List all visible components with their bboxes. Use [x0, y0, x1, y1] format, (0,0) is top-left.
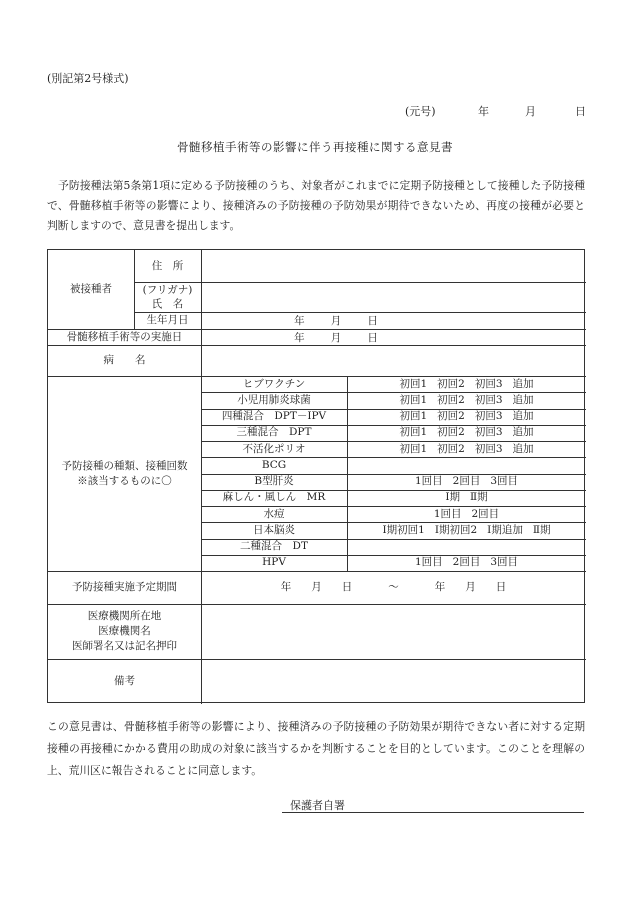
vaccine-doses	[347, 425, 586, 441]
dose-option[interactable]: 初回1	[399, 426, 428, 439]
vaccine-note: ※該当するものに〇	[77, 474, 172, 487]
consent-paragraph: この意見書は、骨髄移植手術等の影響により、接種済みの予防接種の予防効果が期待できない者に対する定期接種の再接種にかかる費用の助成の対象に該当するかを判断することを目的としています。このことを理解の上、荒川区に報告されることに同意します。	[47, 720, 585, 777]
date-day: 日	[575, 105, 586, 118]
vaccine-doses	[347, 490, 586, 506]
dose-option[interactable]: 初回2	[437, 442, 465, 455]
vaccine-label: 予防接種の種類、接種回数	[61, 459, 188, 472]
dose-option[interactable]: 1回目	[433, 507, 462, 520]
transplant-year: 年	[294, 331, 305, 344]
guardian-signature-label: 保護者自署	[290, 799, 345, 812]
dose-option[interactable]: 2回目	[471, 507, 500, 520]
period-start-month: 月	[311, 581, 322, 593]
name-label-cell	[134, 282, 201, 312]
dose-option[interactable]: 追加	[512, 426, 534, 439]
vaccine-doses	[347, 555, 586, 571]
period-end-year: 年	[434, 581, 446, 593]
vaccine-name: 日本脳炎	[253, 523, 295, 536]
institution-address-label: 医療機関所在地	[87, 610, 162, 622]
vaccine-name: BCG	[261, 458, 287, 471]
period-label: 予防接種実施予定期間	[72, 581, 177, 593]
period-tilde: ～	[388, 581, 399, 593]
birthdate-month: 月	[330, 315, 342, 327]
institution-label	[48, 604, 201, 659]
vaccine-doses	[347, 506, 586, 522]
dose-option[interactable]: 初回1	[399, 393, 428, 406]
vaccine-name: 二種混合 DT	[240, 540, 308, 553]
vaccine-doses	[347, 474, 586, 490]
dose-option[interactable]: 1回目	[414, 475, 443, 488]
vaccine-name: ヒブワクチン	[242, 377, 306, 390]
dose-option[interactable]: 初回1	[399, 410, 428, 423]
vaccine-name: 不活化ポリオ	[242, 442, 306, 455]
vaccine-column-rule	[347, 376, 348, 571]
vaccine-doses	[347, 392, 586, 408]
period-start-year: 年	[280, 581, 292, 593]
dose-option[interactable]: 1回目	[414, 556, 443, 569]
vaccine-name: 麻しん・風しん MR	[222, 491, 326, 504]
date-era: (元号)	[405, 105, 436, 118]
dose-option[interactable]: 初回3	[474, 410, 503, 423]
dose-option[interactable]: Ⅰ期初回1	[382, 523, 425, 536]
birthdate-fill	[281, 312, 391, 329]
doctor-signature-label: 医師署名又は記名押印	[72, 640, 177, 652]
vaccine-doses	[347, 522, 586, 538]
patient-label: 被接種者	[70, 283, 112, 295]
vaccine-name: 小児用肺炎球菌	[237, 393, 311, 406]
date-month: 月	[525, 105, 536, 118]
address-label: 住 所	[151, 259, 184, 272]
name-label: 氏 名	[151, 298, 184, 310]
transplant-month: 月	[330, 331, 342, 344]
dose-option[interactable]: 初回1	[399, 377, 428, 390]
period-fill	[201, 571, 586, 604]
date-year: 年	[478, 105, 489, 118]
page-title: 骨髄移植手術等の影響に伴う再接種に関する意見書	[177, 140, 453, 154]
disease-label: 病 名	[103, 354, 146, 366]
remarks-label: 備考	[114, 675, 135, 687]
dose-option[interactable]: 初回3	[474, 377, 503, 390]
vaccine-name: B型肝炎	[254, 475, 294, 488]
dose-option[interactable]: 3回目	[490, 475, 519, 488]
dose-option[interactable]: Ⅰ期	[445, 491, 460, 504]
dose-option[interactable]: 初回3	[474, 442, 503, 455]
vaccine-name: 四種混合 DPT－IPV	[221, 410, 327, 423]
vaccine-name: HPV	[262, 556, 286, 569]
vaccine-doses	[347, 376, 586, 392]
dose-option[interactable]: 初回3	[474, 393, 503, 406]
dose-option[interactable]: Ⅰ期追加	[487, 523, 523, 536]
institution-name-label: 医療機関名	[98, 625, 151, 637]
transplant-day: 日	[367, 331, 378, 344]
dose-option[interactable]: 初回2	[437, 393, 465, 406]
transplant-date-fill	[281, 329, 391, 345]
dose-option[interactable]: Ⅰ期初回2	[434, 523, 478, 536]
dose-option[interactable]: 2回目	[452, 556, 481, 569]
period-start-day: 日	[341, 581, 353, 593]
dose-option[interactable]: 初回3	[474, 426, 503, 439]
vaccine-doses	[347, 409, 586, 425]
intro-paragraph: 予防接種法第5条第1項に定める予防接種のうち、対象者がこれまでに定期予防接種として接種した予防接種で、骨髄移植手術等の影響により、接種済みの予防接種の予防効果が期待できないため、再度の接種が必要と判断しますので、意見書を提出します。	[47, 179, 585, 232]
vaccine-name: 三種混合 DPT	[236, 426, 312, 439]
dose-option[interactable]: Ⅱ期	[532, 523, 551, 536]
birthdate-label: 生年月日	[146, 314, 189, 326]
vaccine-name: 水痘	[263, 507, 285, 520]
birthdate-day: 日	[367, 315, 378, 327]
transplant-date-label: 骨髄移植手術等の実施日	[66, 330, 183, 343]
birthdate-year: 年	[294, 315, 305, 327]
vaccine-doses	[347, 441, 586, 457]
dose-option[interactable]: Ⅱ期	[470, 491, 488, 504]
dose-option[interactable]: 初回2	[437, 410, 465, 423]
vaccine-label-cell	[48, 376, 201, 571]
dose-option[interactable]: 初回2	[437, 426, 465, 439]
dose-option[interactable]: 追加	[512, 442, 534, 455]
period-end-month: 月	[465, 581, 476, 593]
form-number: (別記第2号様式)	[47, 72, 129, 85]
dose-option[interactable]: 初回2	[437, 377, 465, 390]
dose-option[interactable]: 初回1	[399, 442, 428, 455]
dose-option[interactable]: 3回目	[490, 556, 519, 569]
dose-option[interactable]: 追加	[512, 410, 534, 423]
dose-option[interactable]: 追加	[512, 377, 534, 390]
dose-option[interactable]: 2回目	[452, 475, 481, 488]
period-end-day: 日	[495, 581, 507, 593]
furigana-label: (フリガナ)	[142, 284, 193, 296]
guardian-signature-line	[282, 812, 584, 813]
dose-option[interactable]: 追加	[512, 393, 534, 406]
opinion-table	[47, 249, 585, 703]
